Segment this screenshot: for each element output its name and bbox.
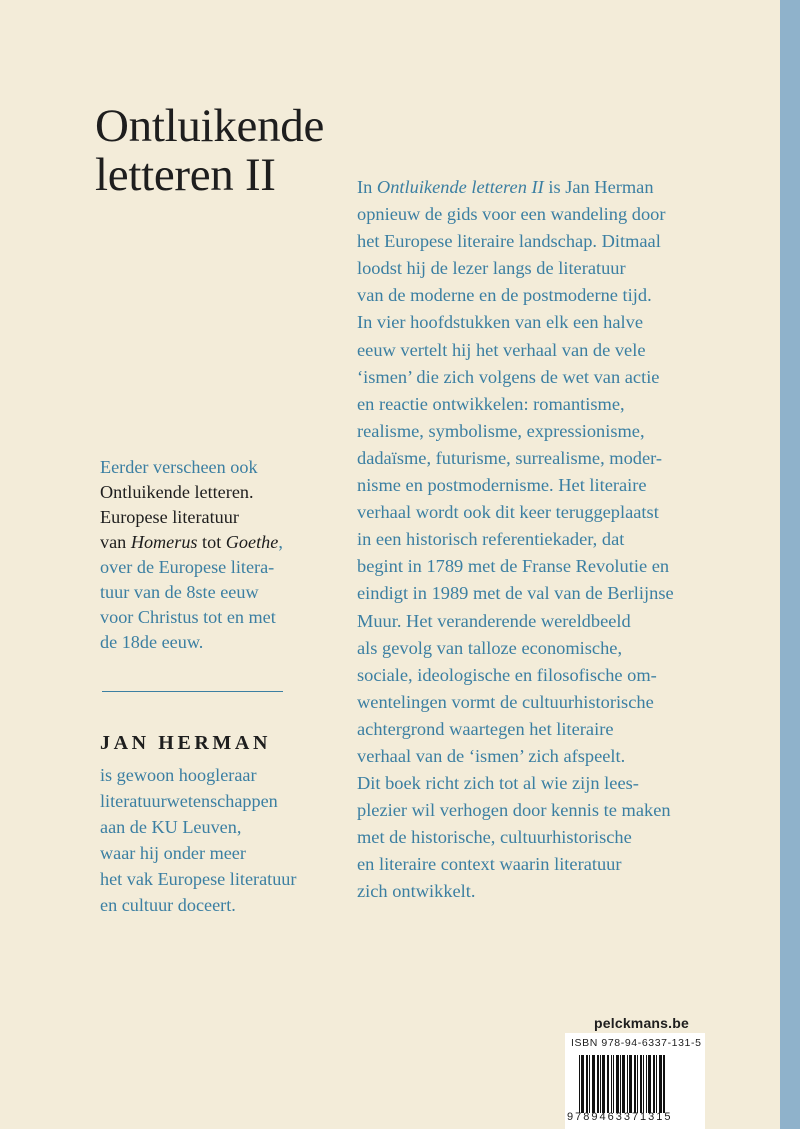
- blurb-line: van de moderne en de postmoderne tijd.: [357, 285, 652, 306]
- barcode-bar: [622, 1055, 625, 1113]
- barcode-bar: [607, 1055, 609, 1113]
- earlier-book-subtitle: Europese literatuur: [100, 507, 239, 527]
- blurb-text: [357, 174, 737, 906]
- barcode-bar: [611, 1055, 612, 1113]
- publisher-url: pelckmans.be: [594, 1015, 689, 1031]
- earlier-tot: tot: [197, 532, 226, 552]
- barcode-bar: [579, 1055, 580, 1113]
- blurb-line: [357, 174, 737, 201]
- blurb-line: sociale, ideologische en filosofische om-: [357, 664, 657, 685]
- barcode-bar: [634, 1055, 636, 1113]
- barcode-bar: [597, 1055, 599, 1113]
- blurb-line: verhaal wordt ook dit keer teruggeplaatst: [357, 502, 659, 523]
- barcode-bar: [581, 1055, 584, 1113]
- author-bio: [100, 762, 340, 918]
- earlier-line: voor Christus tot en met: [100, 607, 276, 627]
- blurb-intro-post: is Jan Herman: [543, 177, 654, 197]
- author-bio-line: en cultuur doceert.: [100, 895, 236, 915]
- blurb-line: eindigt in 1989 met de val van de Berlijnse: [357, 583, 674, 604]
- spine-strip: [780, 0, 800, 1129]
- barcode-bar: [629, 1055, 632, 1113]
- blurb-line: eeuw vertelt hij het verhaal van de vele: [357, 339, 646, 360]
- barcode-bars: [579, 1055, 691, 1113]
- barcode-bar: [600, 1055, 601, 1113]
- blurb-line: realisme, symbolisme, expressionisme,: [357, 420, 645, 441]
- barcode-bar: [592, 1055, 595, 1113]
- earlier-line: tuur van de 8ste eeuw: [100, 582, 259, 602]
- author-bio-line: literatuurwetenschappen: [100, 791, 278, 811]
- barcode-bar: [663, 1055, 665, 1113]
- earlier-line: over de Europese litera-: [100, 557, 275, 577]
- barcode-bar: [640, 1055, 642, 1113]
- isbn-label: ISBN 978-94-6337-131-5: [571, 1037, 702, 1049]
- barcode-bar: [656, 1055, 657, 1113]
- blurb-intro-pre: In: [357, 177, 377, 197]
- blurb-intro-title: Ontluikende letteren II: [376, 177, 544, 197]
- barcode-bar: [659, 1055, 662, 1113]
- blurb-line: achtergrond waartegen het literaire: [357, 718, 614, 739]
- blurb-line: verhaal van de ‘ismen’ zich afspeelt.: [357, 745, 626, 766]
- earlier-book-subtitle-line-2: [100, 530, 340, 555]
- blurb-line: Muur. Het veranderende wereldbeeld: [357, 610, 631, 631]
- barcode-bar: [646, 1055, 647, 1113]
- barcode-bar: [648, 1055, 651, 1113]
- barcode-bar: [643, 1055, 644, 1113]
- earlier-book-title: Ontluikende letteren.: [100, 482, 254, 502]
- barcode-bar: [620, 1055, 621, 1113]
- blurb-line: en literaire context waarin literatuur: [357, 854, 622, 875]
- author-bio-line: waar hij onder meer: [100, 843, 246, 863]
- earlier-line: de 18de eeuw.: [100, 632, 204, 652]
- blurb-line: In vier hoofdstukken van elk een halve: [357, 312, 643, 333]
- book-title: [95, 102, 324, 200]
- blurb-line: plezier wil verhogen door kennis te maken: [357, 800, 671, 821]
- blurb-line: zich ontwikkelt.: [357, 881, 476, 902]
- earlier-publication-note: [100, 455, 340, 655]
- blurb-line: in een historisch referentiekader, dat: [357, 529, 625, 550]
- blurb-line: nisme en postmodernisme. Het literaire: [357, 475, 647, 496]
- blurb-line: dadaïsme, futurisme, surrealisme, moder-: [357, 447, 663, 468]
- blurb-line: als gevolg van talloze economische,: [357, 637, 623, 658]
- barcode-bar: [616, 1055, 619, 1113]
- barcode-bar: [637, 1055, 638, 1113]
- barcode-digits: 9789463371315: [567, 1111, 673, 1123]
- barcode-bar: [602, 1055, 605, 1113]
- book-title-line-1: Ontluikende: [95, 100, 325, 152]
- barcode-bar: [613, 1055, 614, 1113]
- earlier-line: Eerder verscheen ook: [100, 457, 258, 477]
- blurb-line: en reactie ontwikkelen: romantisme,: [357, 393, 625, 414]
- book-title-line-2: letteren II: [95, 149, 276, 201]
- blurb-line: Dit boek richt zich tot al wie zijn lees-: [357, 773, 639, 794]
- blurb-line: loodst hij de lezer langs de literatuur: [357, 258, 626, 279]
- barcode-bar: [586, 1055, 588, 1113]
- divider-rule: [102, 691, 283, 692]
- earlier-van: van: [100, 532, 131, 552]
- barcode-bar: [653, 1055, 655, 1113]
- blurb-line: ‘ismen’ die zich volgens de wet van actie: [357, 366, 660, 387]
- barcode-panel: [565, 1033, 705, 1129]
- blurb-line: wentelingen vormt de cultuurhistorische: [357, 691, 654, 712]
- author-name: JAN HERMAN: [100, 732, 271, 754]
- author-bio-line: het vak Europese literatuur: [100, 869, 297, 889]
- barcode-bar: [627, 1055, 628, 1113]
- blurb-line: het Europese literaire landschap. Ditmaal: [357, 231, 661, 252]
- barcode-bar: [589, 1055, 590, 1113]
- blurb-line: opnieuw de gids voor een wandeling door: [357, 204, 666, 225]
- earlier-goethe: Goethe: [225, 532, 279, 552]
- blurb-line: begint in 1789 met de Franse Revolutie en: [357, 556, 670, 577]
- earlier-comma: ,: [278, 532, 283, 552]
- author-bio-line: aan de KU Leuven,: [100, 817, 242, 837]
- blurb-line: met de historische, cultuurhistorische: [357, 827, 632, 848]
- author-bio-line: is gewoon hoogleraar: [100, 765, 257, 785]
- earlier-homerus: Homerus: [130, 532, 198, 552]
